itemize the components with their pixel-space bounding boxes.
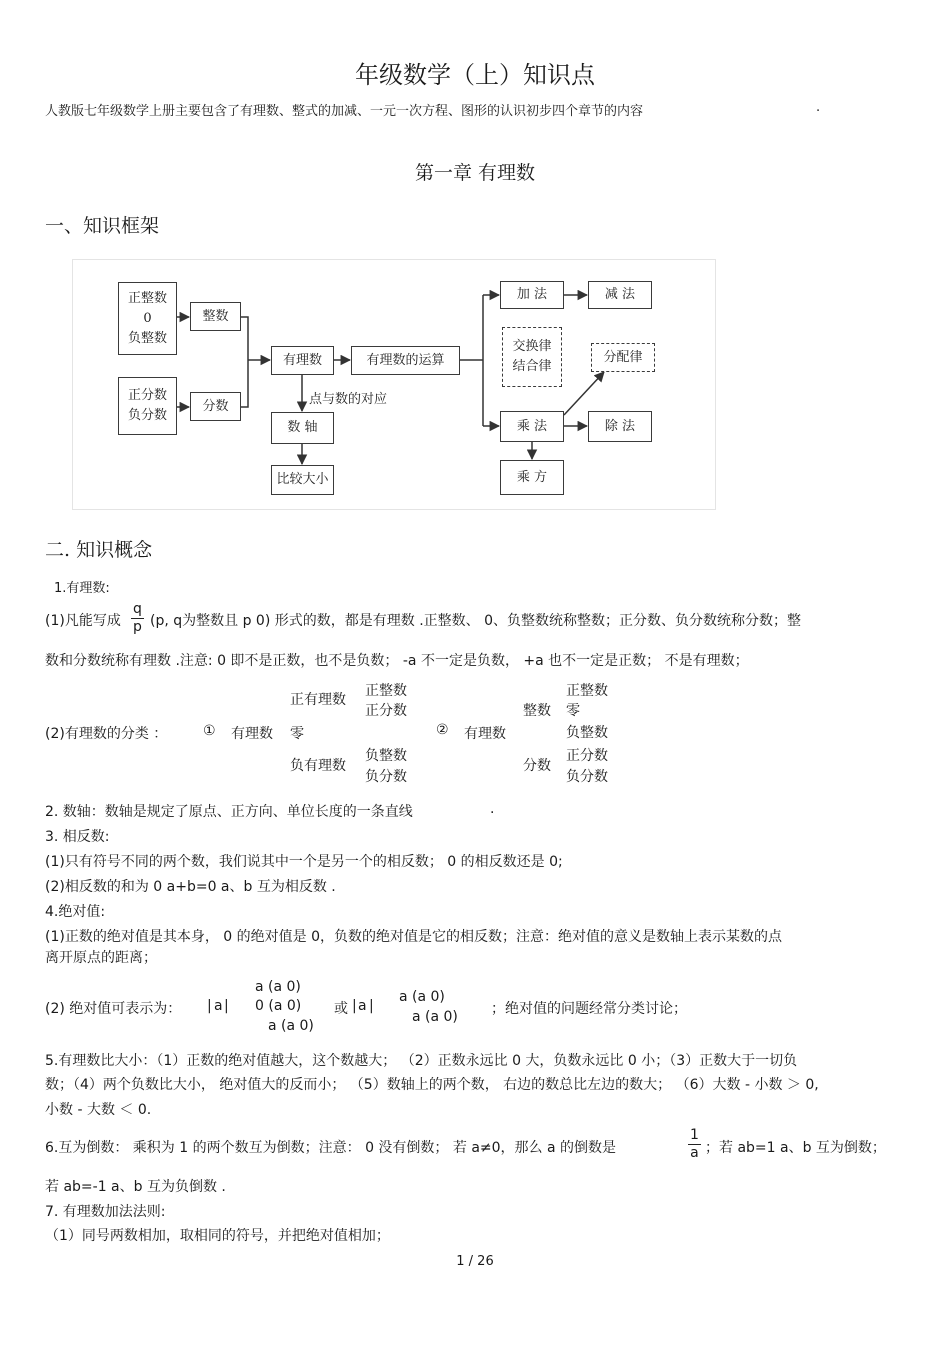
box-rational-operations: 有理数的运算 xyxy=(351,346,460,375)
concept-2-number-line: 2. 数轴：数轴是规定了原点、正方向、单位长度的一条直线 xyxy=(45,804,413,820)
concept-6-text-start: 6.互为倒数： 乘积为 1 的两个数互为倒数；注意： 0 没有倒数； 若 a≠0，那么 a 的倒数是 xyxy=(45,1140,617,1156)
abs-bar-right-close: | xyxy=(369,998,374,1014)
fraction-one-over-a xyxy=(688,1127,701,1162)
knowledge-framework-diagram xyxy=(72,259,716,510)
box-compare-size: 比较大小 xyxy=(271,465,334,495)
classification-1-negative-rational: 负有理数 xyxy=(290,758,346,774)
concept-5-line3: 小数 - 大数 ＜ 0. xyxy=(45,1102,152,1118)
abs-case-left-3: a (a 0) xyxy=(268,1018,314,1034)
section-heading-framework: 一、知识框架 xyxy=(45,215,160,237)
box-addition: 加 法 xyxy=(500,281,564,309)
box-number-line: 数 轴 xyxy=(271,412,334,444)
classification-2-zero: 零 xyxy=(566,703,580,719)
concept-1-text-line1: (p, q为整数且 p 0) 形式的数，都是有理数 .正整数、 0、负整数统称整数；正分数、负分数统称分数；整 xyxy=(150,613,801,629)
label-positive-fraction: 正分数 xyxy=(127,388,167,403)
classification-2-negative-integer: 负整数 xyxy=(566,725,608,741)
label-positive-integer: 正整数 xyxy=(127,290,167,306)
box-subtraction: 减 法 xyxy=(588,281,652,309)
box-integer: 整数 xyxy=(190,302,241,331)
concept-4-line1-cont: 离开原点的距离； xyxy=(45,950,157,966)
classification-2-root: 有理数 xyxy=(464,726,506,742)
intro-text: 人教版七年级数学上册主要包含了有理数、整式的加减、一元一次方程、图形的认识初步四个章节的内容 xyxy=(45,104,644,119)
abs-case-right-2: a (a 0) xyxy=(412,1009,458,1025)
classification-marker-1: ① xyxy=(203,723,216,739)
abs-bar-left-close: | xyxy=(224,998,229,1014)
concept-5-line2: 数；（4）两个负数比大小， 绝对值大的反而小； （5）数轴上的两个数， 右边的数总比左边的数大； （6）大数 - 小数 ＞ 0, xyxy=(45,1077,819,1093)
page-number: 1 / 26 xyxy=(456,1254,494,1269)
classification-2-fraction: 分数 xyxy=(523,758,551,774)
label-point-number-correspondence: 点与数的对应 xyxy=(309,392,388,407)
concept-3-heading: 3. 相反数: xyxy=(45,829,110,845)
box-fraction-types xyxy=(118,377,177,435)
concept-6-text-end: ；若 ab=1 a、b 互为倒数； xyxy=(705,1140,886,1156)
fraction-denominator: p xyxy=(133,619,142,635)
classification-label: (2)有理数的分类 ： xyxy=(45,726,168,742)
section-heading-concepts: 二. 知识概念 xyxy=(45,539,153,561)
classification-1-negative-integer: 负整数 xyxy=(365,748,407,764)
classification-1-root: 有理数 xyxy=(231,726,273,742)
concept-1-text-start: (1)凡能写成 xyxy=(45,613,121,629)
fraction-numerator: q xyxy=(133,601,142,617)
label-negative-fraction: 负分数 xyxy=(127,408,167,423)
abs-case-left-1: a (a 0) xyxy=(255,979,301,995)
fraction-numerator: 1 xyxy=(690,1127,699,1143)
classification-2-positive-fraction: 正分数 xyxy=(566,748,608,764)
classification-1-positive-integer: 正整数 xyxy=(365,683,407,699)
concept-2-period: . xyxy=(490,801,495,817)
document-title: 年级数学（上）知识点 xyxy=(355,61,595,89)
chapter-title: 第一章 有理数 xyxy=(414,162,536,184)
box-division: 除 法 xyxy=(588,411,652,442)
label-associative-law: 结合律 xyxy=(512,359,552,374)
concept-6-line2: 若 ab=-1 a、b 互为负倒数 . xyxy=(45,1179,226,1195)
label-negative-integer: 负整数 xyxy=(127,330,167,346)
classification-2-positive-integer: 正整数 xyxy=(566,683,608,699)
concept-1-heading: 1.有理数: xyxy=(54,581,110,596)
concept-1-text-line2: 数和分数统称有理数 .注意: 0 即不是正数，也不是负数； -a 不一定是负数， +a 也不一定是正数； 不是有理数； xyxy=(45,653,749,669)
box-integer-types xyxy=(118,282,177,355)
concept-4-line1: (1)正数的绝对值是其本身， 0 的绝对值是 0，负数的绝对值是它的相反数；注意：绝对值的意义是数轴上表示某数的点 xyxy=(45,929,782,945)
abs-variable-left: a xyxy=(214,998,223,1014)
box-fraction: 分数 xyxy=(190,392,241,421)
abs-case-left-2: 0 (a 0) xyxy=(255,998,302,1014)
classification-2-integer: 整数 xyxy=(523,703,551,719)
box-commutative-associative xyxy=(502,327,562,387)
abs-variable-right: a xyxy=(358,998,367,1014)
fraction-denominator: a xyxy=(690,1145,699,1161)
abs-case-right-1: a (a 0) xyxy=(399,989,445,1005)
concept-3-line2: (2)相反数的和为 0 a+b=0 a、b 互为相反数 . xyxy=(45,879,336,895)
concept-4-expression-label: (2) 绝对值可表示为： xyxy=(45,1001,182,1017)
abs-bar-right-open: | xyxy=(352,998,357,1014)
concept-7-heading: 7. 有理数加法法则: xyxy=(45,1204,166,1220)
concept-4-expression-tail: ；绝对值的问题经常分类讨论； xyxy=(491,1001,687,1017)
label-zero: 0 xyxy=(143,310,152,326)
box-power: 乘 方 xyxy=(500,460,564,495)
classification-1-positive-rational: 正有理数 xyxy=(290,692,346,708)
classification-2-negative-fraction: 负分数 xyxy=(566,769,608,785)
concept-7-rule1: （1）同号两数相加，取相同的符号，并把绝对值相加； xyxy=(45,1228,390,1244)
classification-marker-2: ② xyxy=(436,722,449,738)
concept-4-heading: 4.绝对值: xyxy=(45,904,106,920)
label-commutative-law: 交换律 xyxy=(512,339,552,354)
intro-period: . xyxy=(816,100,821,115)
box-distributive-law: 分配律 xyxy=(591,343,655,372)
classification-1-negative-fraction: 负分数 xyxy=(365,769,407,785)
concept-5-line1: 5.有理数比大小：（1）正数的绝对值越大，这个数越大； （2）正数永远比 0 大，负数永远比 0 小；（3）正数大于一切负 xyxy=(45,1053,798,1069)
classification-1-positive-fraction: 正分数 xyxy=(365,703,407,719)
classification-1-zero: 零 xyxy=(290,726,304,742)
box-multiplication: 乘 法 xyxy=(500,411,564,442)
abs-bar-left-open: | xyxy=(207,998,212,1014)
concept-3-line1: (1)只有符号不同的两个数，我们说其中一个是另一个的相反数； 0 的相反数还是 0; xyxy=(45,854,563,870)
box-rational-number: 有理数 xyxy=(271,346,334,375)
fraction-q-over-p xyxy=(131,601,144,636)
abs-or-word: 或 xyxy=(334,1001,348,1017)
